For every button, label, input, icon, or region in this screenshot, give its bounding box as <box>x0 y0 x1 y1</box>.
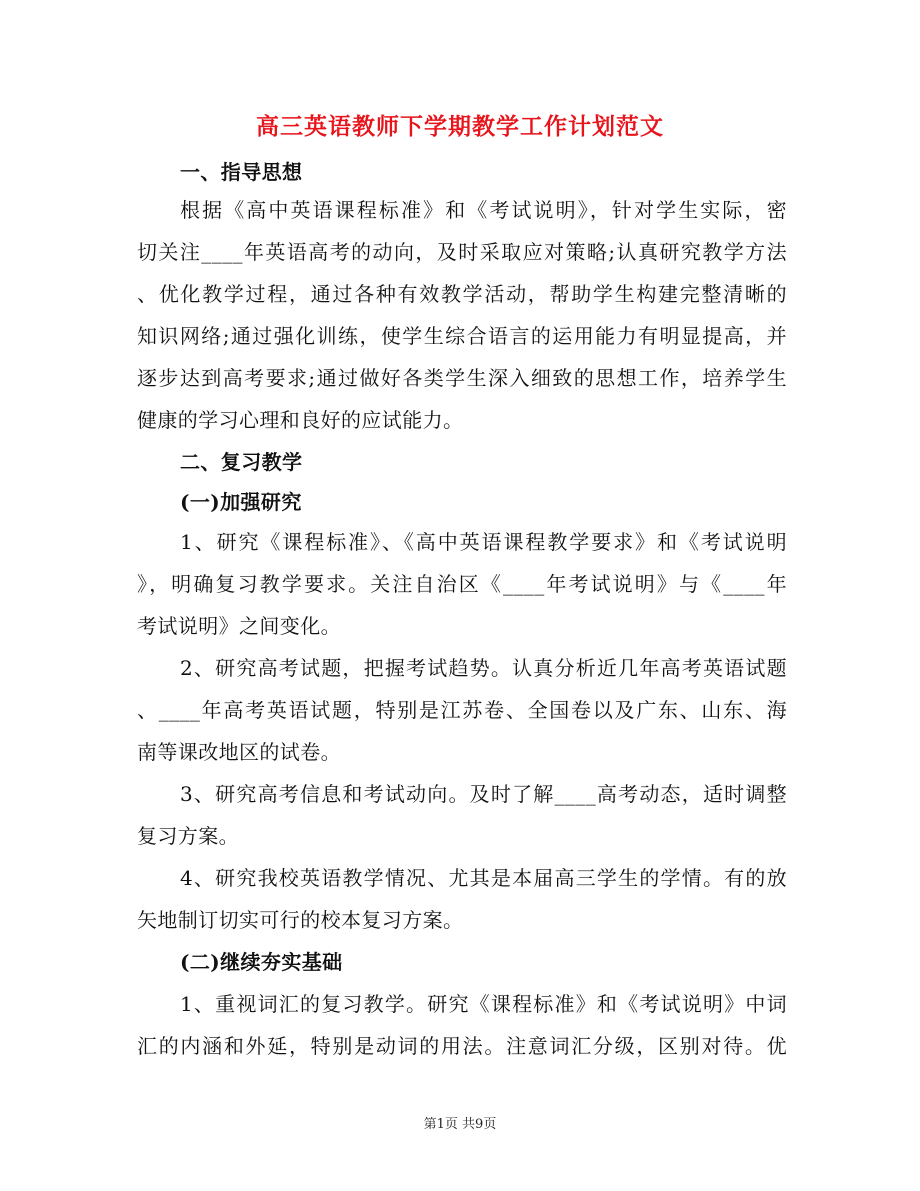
section-heading-review-teaching: 二、复习教学 <box>180 450 303 474</box>
paragraph-line: 逐步达到高考要求;通过做好各类学生深入细致的思想工作，培养学生 <box>137 366 787 390</box>
paragraph-line: 3、研究高考信息和考试动向。及时了解____高考动态，适时调整 <box>180 782 787 806</box>
subsection-heading-consolidate-basics: (二)继续夯实基础 <box>180 950 343 974</box>
paragraph-line: 4、研究我校英语教学情况、尤其是本届高三学生的学情。有的放 <box>180 866 787 890</box>
paragraph-line: 复习方案。 <box>137 824 239 848</box>
paragraph-line: 知识网络;通过强化训练，使学生综合语言的运用能力有明显提高，并 <box>137 324 787 348</box>
document-title: 高三英语教师下学期教学工作计划范文 <box>256 113 664 140</box>
paragraph-line: 考试说明》之间变化。 <box>137 614 341 638</box>
paragraph-line: 、____年高考英语试题，特别是江苏卷、全国卷以及广东、山东、海 <box>137 698 787 722</box>
paragraph-line: 根据《高中英语课程标准》和《考试说明》，针对学生实际，密 <box>180 198 787 222</box>
subsection-heading-strengthen-research: (一)加强研究 <box>180 490 302 514</box>
paragraph-line: 健康的学习心理和良好的应试能力。 <box>137 408 464 432</box>
section-heading-guiding-ideology: 一、指导思想 <box>180 160 303 184</box>
paragraph-line: 南等课改地区的试卷。 <box>137 740 341 764</box>
paragraph-line: 矢地制订切实可行的校本复习方案。 <box>137 908 464 932</box>
paragraph-line: 2、研究高考试题，把握考试趋势。认真分析近几年高考英语试题 <box>180 656 787 680</box>
page-number-footer: 第1页 共9页 <box>423 1117 497 1132</box>
paragraph-line: 切关注____年英语高考的动向，及时采取应对策略;认真研究教学方法 <box>137 240 787 264</box>
paragraph-line: 1、研究《课程标准》、《高中英语课程教学要求》和《考试说明 <box>180 530 787 554</box>
paragraph-line: 、优化教学过程，通过各种有效教学活动，帮助学生构建完整清晰的 <box>137 282 787 306</box>
paragraph-line: 1、重视词汇的复习教学。研究《课程标准》和《考试说明》中词 <box>180 992 787 1016</box>
paragraph-line: 》，明确复习教学要求。关注自治区《____年考试说明》与《____年 <box>137 572 787 596</box>
paragraph-line: 汇的内涵和外延，特别是动词的用法。注意词汇分级，区别对待。优 <box>137 1034 787 1058</box>
